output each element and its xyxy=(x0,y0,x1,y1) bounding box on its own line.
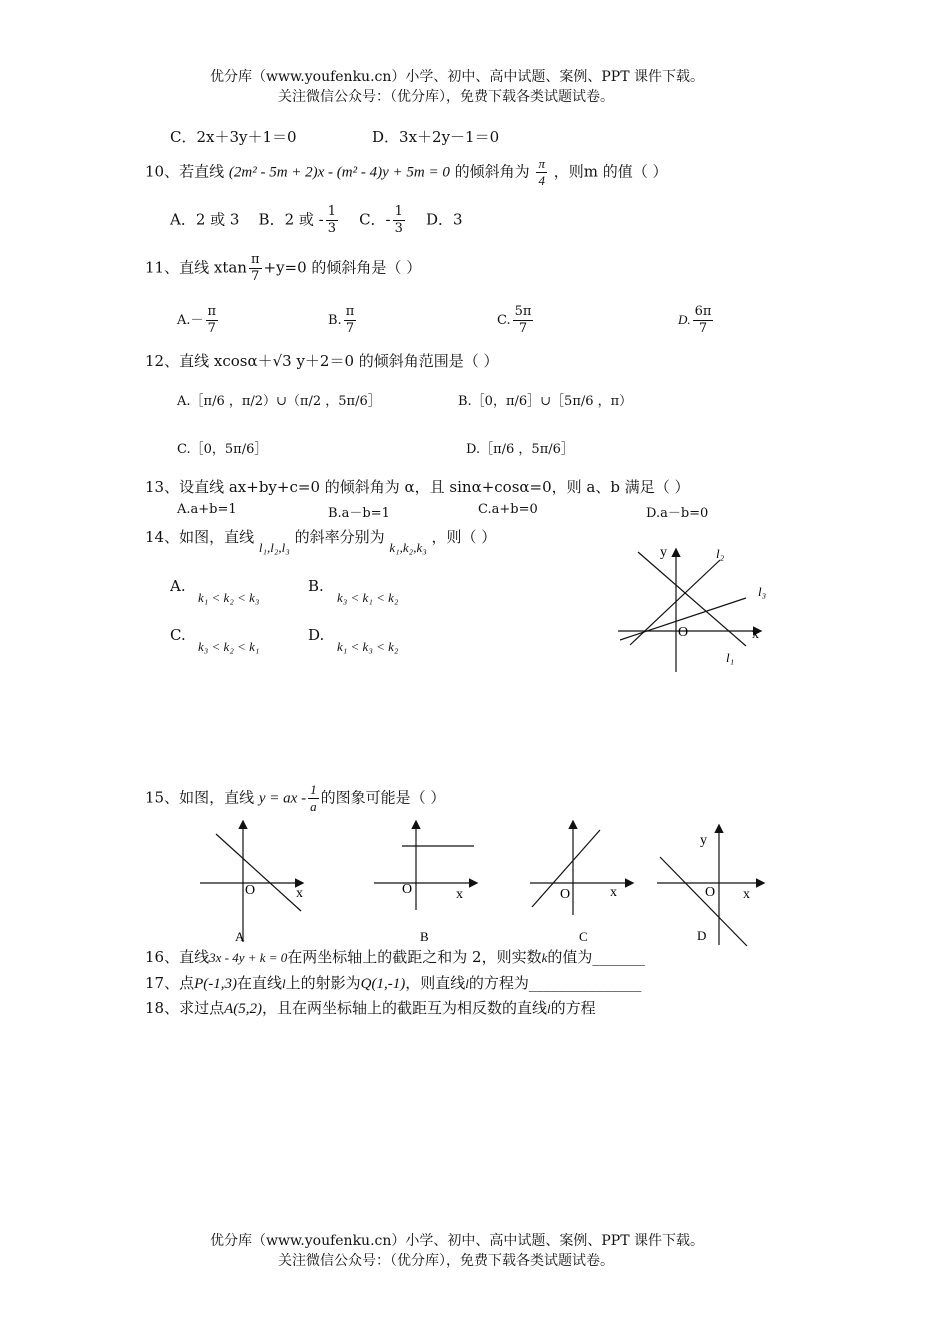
q10-option-b: B．2 或 - xyxy=(258,210,324,229)
q12-option-d: D.［π/6 ，5π/6］ xyxy=(466,442,574,457)
q15-b-origin: O xyxy=(402,882,413,897)
q10-option-d: D．3 xyxy=(425,210,463,229)
question-15 xyxy=(145,782,445,815)
q14-option-d-expr: k₁ < k₃ < k₂ xyxy=(337,639,399,654)
q13-option-d: D.a－b=0 xyxy=(646,506,709,521)
q10-expr: (2m² - 5m + 2)x - (m² - 4)y + 5m = 0 xyxy=(228,164,450,181)
q15-c-x: x xyxy=(610,885,617,900)
q10-num: 10、若直线 xyxy=(145,162,225,181)
q12-option-c: C.［0，5π/6］ xyxy=(177,442,268,457)
q12-option-b: B.［0，π/6］∪［5π/6 ，π） xyxy=(458,394,633,409)
q11-tail: +y=0 的倾斜角是（ ） xyxy=(263,258,422,277)
q18-point-a: A(5,2) xyxy=(224,1001,262,1017)
question-18: 18、求过点A(5,2)，且在两坐标轴上的截距互为相反数的直线l的方程 xyxy=(145,999,596,1017)
q15-a-line xyxy=(216,834,301,911)
q9-option-d: D．3x＋2y－1＝0 xyxy=(372,128,500,146)
q14-figure xyxy=(610,540,780,680)
q16-expr: 3x - 4y + k = 0 xyxy=(209,950,288,965)
header-line-2: 关注微信公众号：（优分库），免费下载各类试题试卷。 xyxy=(278,89,614,105)
q14-tail: ，则（ ） xyxy=(431,528,497,546)
q15-d-y: y xyxy=(700,833,707,848)
q15-c-origin: O xyxy=(560,887,571,902)
q14-option-c-expr: k₃ < k₂ < k₁ xyxy=(198,639,260,654)
q10-option-c: C．- xyxy=(359,210,391,229)
header-line-1: 优分库（www.youfenku.cn）小学、初中、高中试题、案例、PPT 课件下载。 xyxy=(210,69,705,85)
q15-a-origin: O xyxy=(245,883,256,898)
q11-option-b: B. $\frac{\pi}{7}$ xyxy=(328,304,355,336)
footer-line-1: 优分库（www.youfenku.cn）小学、初中、高中试题、案例、PPT 课件下载。 xyxy=(210,1233,705,1249)
q14-slopes: k₁,k₂,k₃ xyxy=(389,540,427,555)
question-17: 17、点P(-1,3)在直线l上的射影为Q(1,-1)，则直线l的方程为_______________ xyxy=(145,974,642,992)
q14-label-l2: l₂ xyxy=(716,546,725,561)
q14-label-l3: l₃ xyxy=(758,584,767,599)
q10-option-a: A．2 或 3 xyxy=(170,210,240,229)
q10-option-c-fraction: $\frac{1}{3}$ xyxy=(394,204,403,236)
q14-label-l1: l₁ xyxy=(726,650,735,665)
q11-num: 11、直线 xtan xyxy=(145,258,247,277)
q14-num: 14、如图，直线 xyxy=(145,528,255,546)
q15-d-origin: O xyxy=(705,885,716,900)
q14-label-y: y xyxy=(660,545,667,560)
q9-option-c: C．2x＋3y＋1＝0 xyxy=(170,128,297,146)
q17-point-p: P(-1,3) xyxy=(194,976,237,992)
q15-expr: y = ax - xyxy=(258,790,307,807)
q14-option-b: B. xyxy=(308,577,324,595)
q15-d-label: D xyxy=(697,928,707,943)
q15-figure-d xyxy=(655,820,770,950)
q14-option-a-expr: k₁ < k₂ < k₃ xyxy=(198,590,260,605)
q15-figure-b xyxy=(372,820,482,945)
q15-figure-c xyxy=(528,820,638,945)
question-14 xyxy=(145,526,497,555)
q14-lines: l₁,l₂,l₃ xyxy=(258,540,290,555)
q14-line-l1 xyxy=(638,552,746,646)
q16-k: k xyxy=(541,950,548,965)
q15-b-label: B xyxy=(420,929,429,944)
q11-option-d: D. $\frac{6\pi}{7}$ xyxy=(678,304,712,336)
q14-option-c: C. xyxy=(170,626,186,644)
question-13: 13、设直线 ax+by+c=0 的倾斜角为 α，且 sinα+cosα=0，则 a、b 满足（ ） xyxy=(145,478,690,496)
q14-label-x: x xyxy=(752,627,759,642)
q14-label-o: O xyxy=(678,625,689,640)
q13-option-b: B.a－b=1 xyxy=(328,506,390,521)
q11-option-c: C. $\frac{5\pi}{7}$ xyxy=(497,304,532,336)
q11-fraction: $\frac{\pi}{7}$ xyxy=(250,252,260,284)
q15-num: 15、如图，直线 xyxy=(145,788,255,807)
q13-option-a: A.a+b=1 xyxy=(177,502,237,517)
q13-option-c: C.a+b=0 xyxy=(478,502,538,517)
q15-a-x: x xyxy=(296,886,303,901)
q10-mid: 的倾斜角为 xyxy=(454,162,530,181)
q10-tail: ，则m 的值（ ） xyxy=(553,162,668,181)
q15-b-x: x xyxy=(456,887,463,902)
q10-angle-fraction: $\frac{\pi}{4}$ xyxy=(538,156,545,188)
q15-a-label: A xyxy=(235,929,245,944)
q12-option-a: A.［π/6 ，π/2）∪（π/2 ，5π/6］ xyxy=(177,394,381,409)
q15-c-label: C xyxy=(579,929,588,944)
question-10 xyxy=(145,156,668,189)
q15-figure-a xyxy=(198,820,308,945)
question-12: 12、直线 xcosα＋√3 y＋2＝0 的倾斜角范围是（ ） xyxy=(145,352,499,370)
q15-fraction: $\frac{1}{a}$ xyxy=(310,782,317,814)
footer-line-2: 关注微信公众号：（优分库），免费下载各类试题试卷。 xyxy=(278,1253,614,1269)
question-16: 16、直线3x - 4y + k = 0在两坐标轴上的截距之和为 2，则实数k的值为_______ xyxy=(145,948,645,966)
q10-option-b-fraction: $\frac{1}{3}$ xyxy=(327,204,336,236)
q10-options xyxy=(170,204,463,237)
question-11 xyxy=(145,252,421,285)
q17-point-q: Q(1,-1) xyxy=(360,976,406,992)
q15-d-x: x xyxy=(743,887,750,902)
q14-option-a: A. xyxy=(170,577,186,595)
q14-mid: 的斜率分别为 xyxy=(294,528,385,546)
q14-option-b-expr: k₃ < k₁ < k₂ xyxy=(337,590,399,605)
q14-option-d: D. xyxy=(308,626,325,644)
q11-option-a: A.－ $\frac{\pi}{7}$ xyxy=(177,304,217,336)
q15-tail: 的图象可能是（ ） xyxy=(320,788,446,807)
